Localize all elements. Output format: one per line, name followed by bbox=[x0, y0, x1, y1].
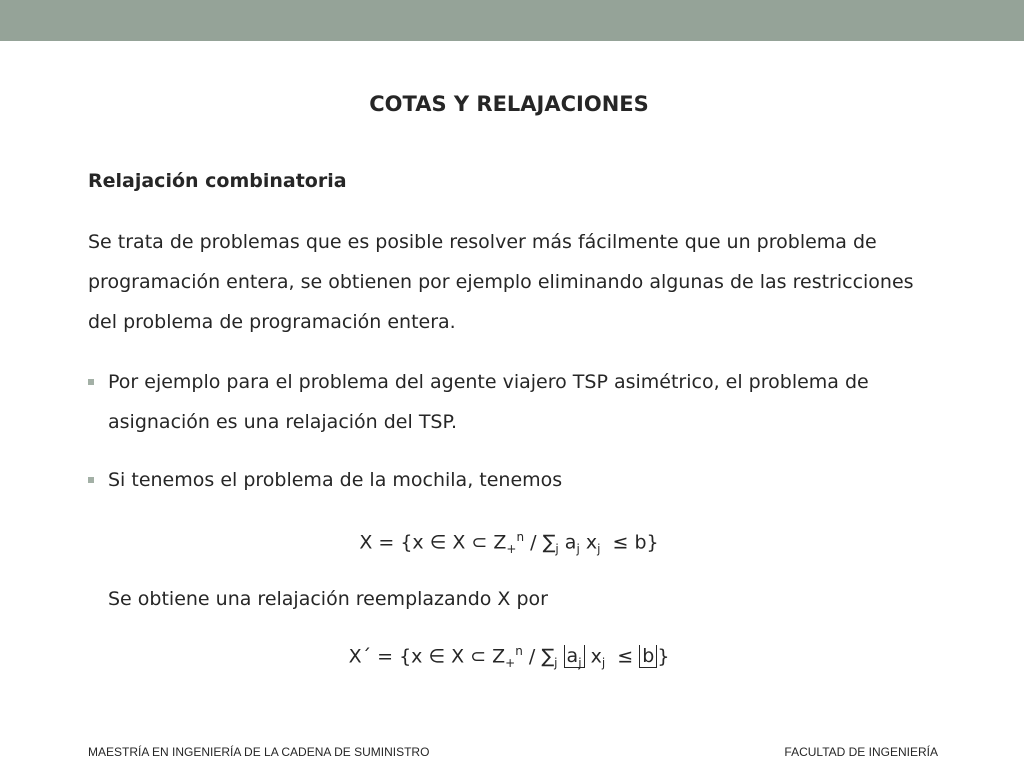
footer-program: MAESTRÍA EN INGENIERÍA DE LA CADENA DE SUMINISTRO bbox=[88, 745, 430, 759]
bullet-text: Si tenemos el problema de la mochila, tenemos bbox=[108, 469, 563, 491]
top-banner bbox=[0, 0, 1024, 41]
relaxation-note: Se obtiene una relajación reemplazando X por bbox=[108, 588, 548, 610]
bullet-item-tsp bbox=[88, 362, 948, 442]
relaxed-set-formula: X´ = {x ∈ X ⊂ $Z_+^n / \sum_j$ $a_j$ $x_j \le b$ } bbox=[348, 644, 670, 671]
floor-a: $a_j$ bbox=[564, 645, 585, 668]
bullet-square-icon bbox=[88, 477, 94, 483]
bullet-item-knapsack bbox=[88, 460, 948, 500]
footer-faculty: FACULTAD DE INGENIERÍA bbox=[784, 745, 938, 759]
bullet-square-icon bbox=[88, 379, 94, 385]
intro-paragraph: Se trata de problemas que es posible resolver más fácilmente que un problema de programación entera, se obtienen por ejemplo eliminando algunas de las restricciones del problema de programación entera. bbox=[88, 231, 914, 333]
slide-subtitle: Relajación combinatoria bbox=[88, 170, 347, 192]
bullet-text: Por ejemplo para el problema del agente viajero TSP asimétrico, el problema de asignación es una relajación del TSP. bbox=[108, 371, 869, 433]
floor-b: b bbox=[639, 645, 657, 668]
knapsack-set-formula: X = {x ∈ X ⊂ $Z_+^n / \sum_j$ $a_j$ $x_j \le b$} bbox=[359, 530, 659, 557]
slide-title: COTAS Y RELAJACIONES bbox=[369, 92, 649, 116]
